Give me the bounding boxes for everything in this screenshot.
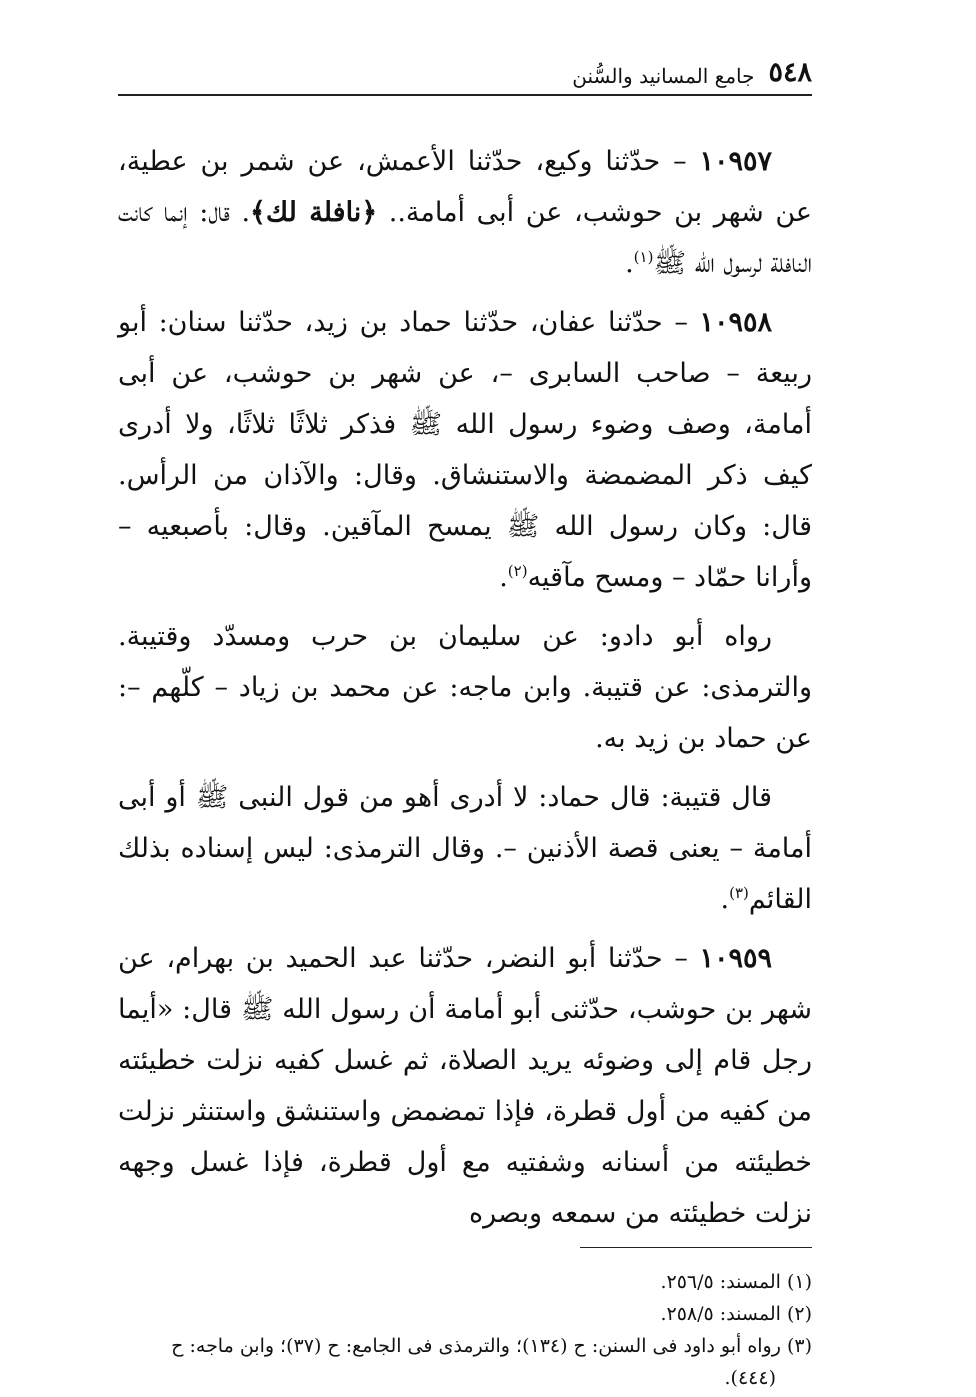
hadith-10959 <box>118 933 812 1239</box>
footnote-3: (٣) رواه أبو داود فى السنن: ح (١٣٤)؛ والترمذى فى الجامع: ح (٣٧)؛ وابن ماجه: ح (٤٤٤). <box>171 1335 812 1389</box>
sentence-end: . <box>625 248 634 279</box>
hadith-text: – حدّثنا أبو النضر، حدّثنا عبد الحميد بن بهرام، عن شهر بن حوشب، حدّثنى أبو أمامة أن رسول الله ﷺ قال: «أيما رجل قام إلى وضوئه يريد الصلاة، ثم غسل كفيه نزلت خطيئته من كفيه من أول قطرة، فإذا تمضمض واستنشق واستنثر نزلت خطيئته من أسنانه وشفتيه مع أول قطرة، فإذا غسل وجهه نزلت خطيئته من سمعه وبصره <box>118 943 812 1229</box>
commentary-note <box>118 772 812 925</box>
narration-note: رواه أبو دادو: عن سليمان بن حرب ومسدّد وقتيبة. والترمذى: عن قتيبة. وابن ماجه: عن محمد بن زياد – كلّهم –: عن حماد بن زيد به. <box>118 621 812 754</box>
hadith-10957 <box>118 136 812 289</box>
sentence-end: . <box>720 884 730 915</box>
quran-quote: ﴿نافلة لك﴾ <box>250 197 378 228</box>
footnote-divider <box>580 1247 812 1248</box>
hadith-number: ١٠٩٥٩ <box>699 943 772 974</box>
footnotes <box>118 1266 812 1394</box>
hadith-number: ١٠٩٥٨ <box>699 307 772 338</box>
commentary-text: قال قتيبة: قال حماد: لا أدرى أهو من قول النبى ﷺ أو أبى أمامة – يعنى قصة الأذنين –. وقال الترمذى: ليس إسناده بذلك القائم <box>118 782 812 915</box>
page-number: ٥٤٨ <box>768 57 812 88</box>
sentence-end: . <box>499 562 508 593</box>
hadith-text: – حدّثنا وكيع، حدّثنا الأعمش، عن شمر بن عطية، عن شهر بن حوشب، عن أبى أمامة.. <box>118 146 812 228</box>
page-header <box>118 52 812 96</box>
hadith-text: – حدّثنا عفان، حدّثنا حماد بن زيد، حدّثنا سنان: أبو ربيعة – صاحب السابرى –، عن شهر بن حوشب، عن أبى أمامة، وصف وضوء رسول الله ﷺ فذكر ثلاثًا ثلاثًا، ولا أدرى كيف ذكر المضمضة والاستنشاق. وقال: والآذان من الرأس. قال: وكان رسول الله ﷺ يمسح المآقين. وقال: بأصبعيه – وأرانا حمّاد – ومسح مآقيه <box>118 307 812 593</box>
footnote-2: (٢) المسند: ٢٥٨/٥. <box>660 1303 812 1325</box>
running-title: جامع المسانيد والسُّنن <box>572 64 755 88</box>
page-body <box>118 136 812 1239</box>
hadith-text-continued: . قال: إنما كانت النافلة لرسول الله ﷺ <box>118 197 812 279</box>
footnote-marker: (١) <box>633 248 654 266</box>
hadith-10958 <box>118 297 812 603</box>
footnote-marker: (٢) <box>507 562 528 580</box>
hadith-number: ١٠٩٥٧ <box>699 146 772 177</box>
book-page <box>118 52 812 1389</box>
footnote-1: (١) المسند: ٢٥٦/٥. <box>660 1271 812 1293</box>
footnote-marker: (٣) <box>729 884 749 902</box>
